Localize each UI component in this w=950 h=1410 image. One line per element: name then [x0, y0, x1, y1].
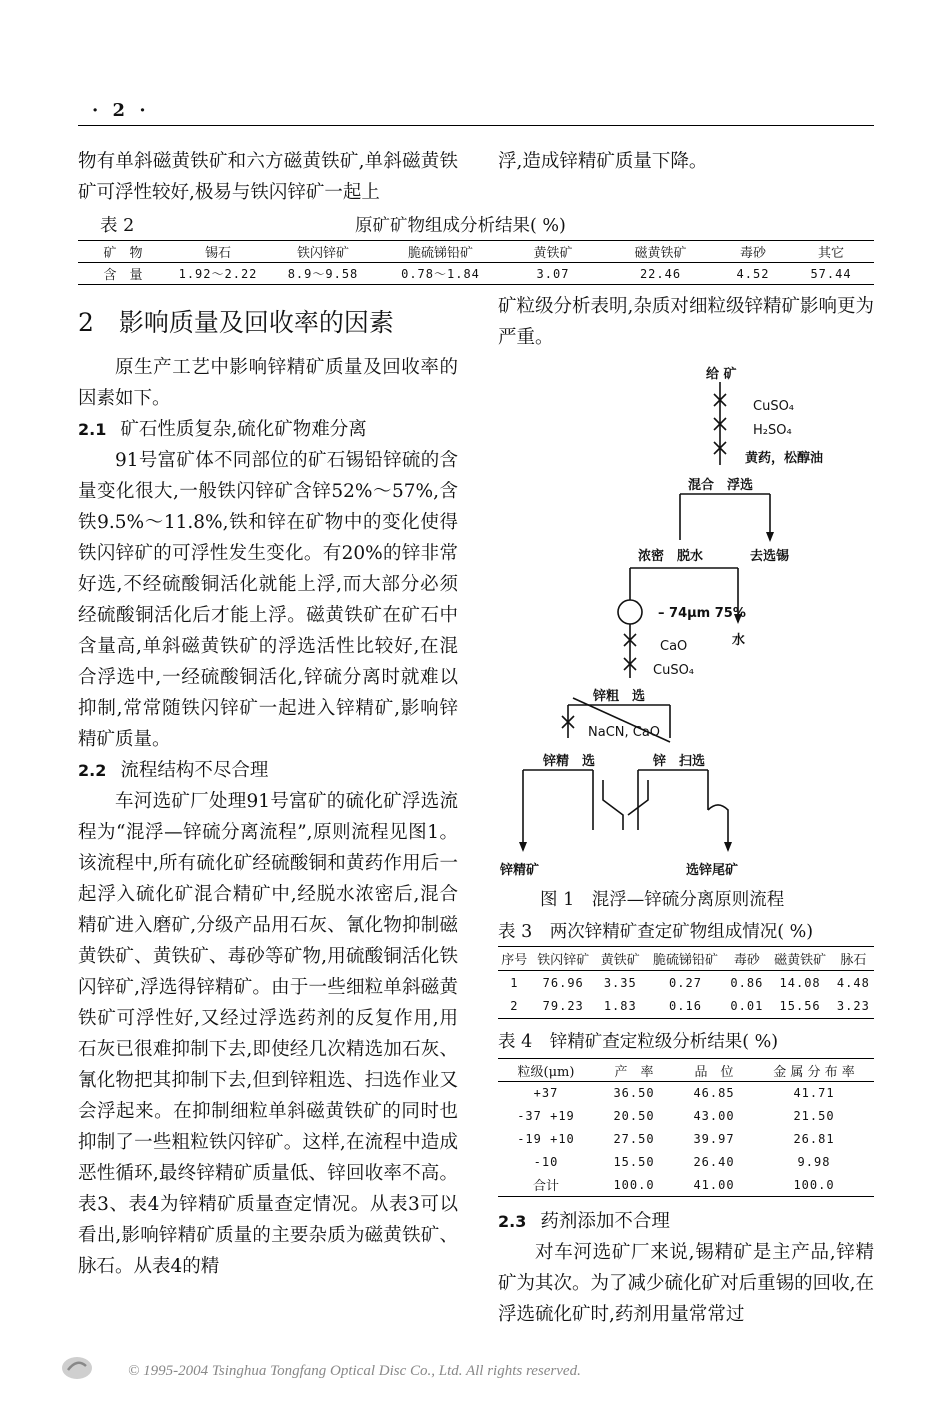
table3-header: 毒砂	[733, 953, 760, 968]
table3-cell: 15.56	[779, 999, 821, 1014]
table3-cell: 1.83	[603, 999, 637, 1014]
table3-header: 脉石	[840, 953, 867, 968]
table2-header: 锡石	[204, 246, 231, 261]
flow-bulk-float: 混合 浮选	[688, 478, 754, 493]
section21-text: 91号富矿体不同部位的矿石锡铅锌硫的含量变化很大,一般铁闪锌矿含锌52%～57%,含铁9.5%～11.8%,铁和锌在矿物中的变化使得铁闪锌矿的可浮性发生变化。有20%的锌非常好选,不经硫酸铜活化就能上浮,而大部分必须经硫酸铜活化后才能上浮。磁黄铁矿在矿石中含量高,单斜磁黄铁矿的浮选活性比较好,在混合浮选中,一经硫酸铜活化,锌硫分离时就难以抑制,常常随铁闪锌矿一起进入锌精矿,影响锌精矿质量。	[78, 450, 458, 750]
table3-cell: 3.35	[603, 975, 637, 990]
table4-title: 表 4 锌精矿查定粒级分析结果( %)	[498, 1032, 779, 1052]
flow-cuso4: CuSO₄	[753, 399, 795, 414]
figure1-caption: 图 1 混浮—锌硫分离原则流程	[540, 890, 785, 910]
table2-header: 脆硫锑铅矿	[407, 246, 473, 261]
table3-cell: 3.23	[836, 999, 870, 1014]
flow-to-tin: 去选锡	[750, 549, 790, 564]
flow-feed: 给 矿	[706, 367, 737, 382]
flow-nacn: NaCN, CaO	[588, 725, 661, 740]
table4-cell: 36.50	[613, 1086, 655, 1101]
section23-heading	[498, 1206, 874, 1237]
table2-header: 矿 物	[103, 246, 143, 261]
flow-zn-scav: 锌 扫选	[653, 754, 706, 769]
table4-header: 品 位	[694, 1064, 734, 1080]
table4	[498, 1058, 874, 1197]
top-right-paragraph: 浮,造成锌精矿质量下降。	[498, 151, 708, 172]
table2-header: 黄铁矿	[533, 246, 573, 261]
table3-cell: 0.01	[730, 999, 764, 1014]
flow-h2so4: H₂SO₄	[753, 423, 792, 438]
section22-number: 2.2	[78, 761, 107, 780]
table4-cell: 100.0	[613, 1177, 655, 1192]
table2-header: 其它	[817, 246, 844, 261]
table2-cell: 3.07	[536, 266, 570, 281]
table3-header: 脆硫锑铅矿	[652, 953, 718, 968]
copyright-footer: © 1995-2004 Tsinghua Tongfang Optical Disc Co., Ltd. All rights reserved.	[128, 1363, 581, 1379]
header-rule	[78, 125, 874, 126]
table3-cell: 0.86	[730, 975, 764, 990]
left-column	[78, 306, 458, 1282]
table3-title: 表 3 两次锌精矿查定矿物组成情况( %)	[498, 922, 814, 942]
section21-heading	[78, 414, 458, 445]
flow-mesh: – 74μm 75%	[658, 606, 746, 621]
table2-cell: 57.44	[810, 266, 852, 281]
table3-cell: 4.48	[836, 975, 870, 990]
flowchart	[498, 360, 874, 890]
table3-header: 序号	[501, 953, 528, 968]
flow-cuso4-2: CuSO₄	[653, 663, 695, 678]
table4-cell: 100.0	[793, 1177, 835, 1192]
table2-header: 毒砂	[739, 246, 766, 261]
top-left-paragraph: 物有单斜磁黄铁矿和六方磁黄铁矿,单斜磁黄铁矿可浮性较好,极易与铁闪锌矿一起上	[78, 151, 458, 203]
table2-title: 原矿矿物组成分析结果( %)	[355, 216, 566, 236]
table4-cell: 21.50	[793, 1109, 835, 1123]
table2-cell: 1.92～2.22	[178, 267, 258, 281]
table4-cell: -10	[533, 1155, 559, 1169]
flow-zn-cleaner: 锌精 选	[543, 754, 596, 769]
section2-heading: 2 影响质量及回收率的因素	[78, 308, 394, 337]
table2-cell: 4.52	[736, 266, 770, 281]
table4-cell: 20.50	[613, 1109, 655, 1123]
table3-header: 磁黄铁矿	[774, 953, 827, 968]
table3-cell: 79.23	[542, 999, 584, 1014]
flow-tail: 选锌尾矿	[686, 863, 739, 878]
table2-cell: 含 量	[103, 268, 143, 283]
table2-header: 磁黄铁矿	[634, 246, 687, 261]
table3-header: 黄铁矿	[600, 953, 640, 968]
table4-header: 金 属 分 布 率	[773, 1064, 855, 1080]
table2	[78, 240, 874, 285]
section22-heading	[78, 755, 458, 786]
table3-cell: 0.27	[669, 975, 702, 990]
table3-cell: 0.16	[669, 999, 702, 1014]
table2-number: 表 2	[100, 216, 135, 236]
flow-xanthate: 黄药，松醇油	[745, 451, 824, 466]
table2-header: 铁闪锌矿	[296, 246, 349, 261]
cnki-logo-icon	[60, 1352, 94, 1386]
table4-cell: 9.98	[797, 1155, 831, 1169]
flow-thicken: 浓密 脱水	[638, 549, 704, 564]
table4-cell: -19 +10	[517, 1132, 575, 1146]
section23-number: 2.3	[498, 1212, 527, 1231]
flow-cao: CaO	[660, 639, 688, 654]
table4-cell: 41.71	[793, 1086, 835, 1101]
table4-header: 产 率	[614, 1064, 654, 1080]
table4-header: 粒级(μm)	[517, 1064, 575, 1080]
section22-title: 流程结构不尽合理	[120, 760, 269, 781]
table4-cell: 27.50	[613, 1132, 655, 1146]
table3-header: 铁闪锌矿	[537, 953, 590, 968]
table4-cell: -37 +19	[517, 1109, 575, 1123]
section22-text: 车河选矿厂处理91号富矿的硫化矿浮选流程为“混浮—锌硫分离流程”,原则流程见图1。该流程中,所有硫化矿经硫酸铜和黄药作用后一起浮入硫化矿混合精矿中,经脱水浓密后,混合精矿进入磨矿,分级产品用石灰、氰化物抑制磁黄铁矿、黄铁矿、毒砂等矿物,用硫酸铜活化铁闪锌矿,浮选得锌精矿。由于一些细粒单斜磁黄铁矿可浮性好,又经过浮选药剂的反复作用,用石灰已很难抑制下去,即使经几次精选加石灰、氰化物把其抑制下去,但到锌粗选、扫选作业又会浮起来。在抑制细粒单斜磁黄铁矿的同时也抑制了一些粗粒铁闪锌矿。这样,在流程中造成恶性循环,最终锌精矿质量低、锌回收率不高。表3、表4为锌精矿质量查定情况。从表3可以看出,影响锌精矿质量的主要杂质为磁黄铁矿、脉石。从表4的精	[78, 791, 458, 1277]
section23-title: 药剂添加不合理	[540, 1211, 670, 1232]
table3	[498, 946, 874, 1019]
flow-zn-rougher: 锌粗 选	[593, 689, 646, 704]
table3-cell: 14.08	[779, 975, 821, 990]
table4-cell: +37	[533, 1086, 559, 1101]
flow-zn-conc: 锌精矿	[500, 863, 540, 878]
table3-cell: 2	[510, 999, 519, 1014]
table4-cell: 43.00	[693, 1109, 735, 1123]
table4-cell: 合计	[532, 1179, 559, 1195]
table2-cell: 22.46	[639, 266, 682, 281]
section2-intro: 原生产工艺中影响锌精矿质量及回收率的因素如下。	[78, 357, 458, 409]
section23-text: 对车河选矿厂来说,锡精矿是主产品,锌精矿为其次。为了减少硫化矿对后重锡的回收,在浮选硫化矿时,药剂用量常常过	[498, 1242, 874, 1325]
section21-title: 矿石性质复杂,硫化矿物难分离	[120, 419, 367, 440]
section23	[498, 1206, 874, 1330]
table3-cell: 1	[510, 975, 519, 990]
section21-number: 2.1	[78, 420, 107, 439]
table4-cell: 39.97	[693, 1132, 735, 1146]
table4-cell: 41.00	[693, 1177, 735, 1192]
table3-cell: 76.96	[542, 975, 584, 990]
table4-cell: 26.40	[693, 1155, 735, 1169]
table4-cell: 26.81	[793, 1132, 835, 1146]
table4-cell: 15.50	[613, 1155, 655, 1169]
table4-cell: 46.85	[693, 1086, 735, 1101]
page-number: · 2 ·	[92, 100, 150, 121]
table2-cell: 0.78～1.84	[401, 267, 480, 281]
table2-cell: 8.9～9.58	[287, 267, 359, 281]
right-intro-paragraph: 矿粒级分析表明,杂质对细粒级锌精矿影响更为严重。	[498, 296, 874, 348]
flow-water: 水	[732, 633, 746, 648]
